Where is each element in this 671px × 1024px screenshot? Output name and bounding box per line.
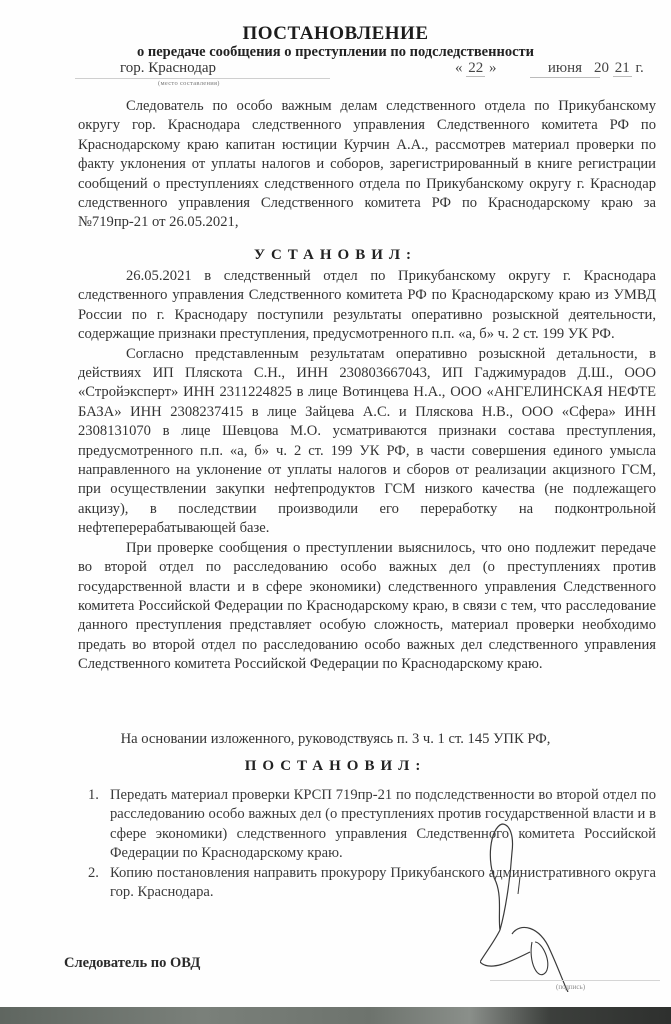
date-year-prefix: 20 (594, 60, 609, 76)
resolved-item-number: 2. (88, 864, 99, 881)
established-paragraph-3: При проверке сообщения о преступлении выяснилось, что оно подлежит передаче во второй отдел по расследованию особо важных дел (о преступлениях против государственной власти и в сфере экономики) следственного управления Следственного комитета Российской Федерации по Краснодарскому краю, в связи с тем, что расследование данного преступления представляет особую сложность, материал проверки необходимо предать во второй отдел по расследованию особо важных дел следственного управления Следственного комитета Российской Федерации по Краснодарскому краю. (78, 539, 656, 673)
date-year-unit: г. (635, 60, 644, 76)
place-note: (место составления) (158, 80, 220, 87)
resolved-heading: ПОСТАНОВИЛ: (244, 758, 427, 774)
place-underline (75, 78, 330, 79)
background-surface (0, 1007, 671, 1024)
established-block (78, 267, 656, 675)
established-paragraph-1: 26.05.2021 в следственный отдел по Прикубанскому округу г. Краснодара следственного управления Следственного комитета РФ по Краснодарскому краю из УМВД России по г. Краснодару поступили результаты оперативно розыскной деятельности, содержащие признаки преступления, предусмотренного п.п. «а, б» ч. 2 ст. 199 УК РФ. (78, 268, 656, 343)
signer-title: Следователь по ОВД (64, 955, 201, 971)
document-subtitle: о передаче сообщения о преступлении по подследственности (137, 44, 534, 60)
resolved-item-text: Передать материал проверки КРСП 719пр-21 по подследственности во второй отдел по расследованию особо важных дел (о преступлениях против государственной власти и в сфере экономики) следственного управления Следственного комитета Российской Федерации по Краснодарскому краю. (110, 787, 656, 862)
signature-note: (подпись) (556, 983, 586, 991)
intro-block (78, 97, 656, 233)
intro-paragraph: Следователь по особо важным делам следственного отдела по Прикубанскому округу гор. Краснодара следственного управления Следственного комитета РФ по Краснодарскому краю капитан юстиции Курчин А.А., рассмотрев материал проверки по факту уклонения от уплаты налогов и соборов, зарегистрированный в книге регистрации сообщений о преступлениях следственного отдела по Прикубанскому округу г. Краснодар следственного управления Следственного комитета РФ по Краснодарскому краю за №719пр-21 от 26.05.2021, (78, 98, 656, 231)
signature-line (490, 980, 660, 981)
date-year (594, 60, 644, 77)
legal-basis: На основании изложенного, руководствуясь п. 3 ч. 1 ст. 145 УПК РФ, (120, 731, 551, 747)
established-paragraph-2: Согласно представленным результатам оперативно розыскной детальности, в действиях ИП Пляскота С.Н., ИНН 230803667043, ИП Гаджимурадов Д.Ш., ООО «Стройэксперт» ИНН 2311224825 в лице Вотинцева Н.А., ООО «АНГЕЛИНСКАЯ НЕФТЕ БАЗА» ИНН 2308237415 в лице Зайцева А.С. и Плясковa Н.В., ООО «Сфера» ИНН 2308131070 в лице Шевцова М.О. усматриваются признаки состава преступления, предусмотренного п.п. «а, б» ч. 2 ст. 199 УК РФ, в части совершения единого умысла направленного на уклонение от уплаты налогов и сборов от реализации акцизного ГСМ, при осуществлении закупки нефтепродуктов ГСМ низкого качества (не подлежащего акцизу), в последствии производили его переработку на подконтрольной нефтеперерабатывающей базе. (78, 345, 656, 537)
date-month (530, 60, 600, 78)
resolved-item-number: 1. (88, 787, 99, 803)
date-day-open: « (455, 60, 463, 76)
date-month-value: июня (530, 60, 600, 78)
established-heading: УСТАНОВИЛ: (253, 247, 418, 263)
date-year-suffix: 21 (614, 60, 630, 76)
document-title: ПОСТАНОВЛЕНИЕ (242, 23, 429, 44)
date-day (455, 60, 497, 77)
place-of-drafting: гор. Краснодар (120, 60, 216, 76)
resolved-item-text: Копию постановления направить прокурору Прикубанского административного округа гор. Краснодара. (110, 864, 656, 901)
date-day-value: 22 (468, 60, 484, 76)
date-day-close: » (489, 60, 497, 76)
handwritten-signature (480, 822, 600, 992)
